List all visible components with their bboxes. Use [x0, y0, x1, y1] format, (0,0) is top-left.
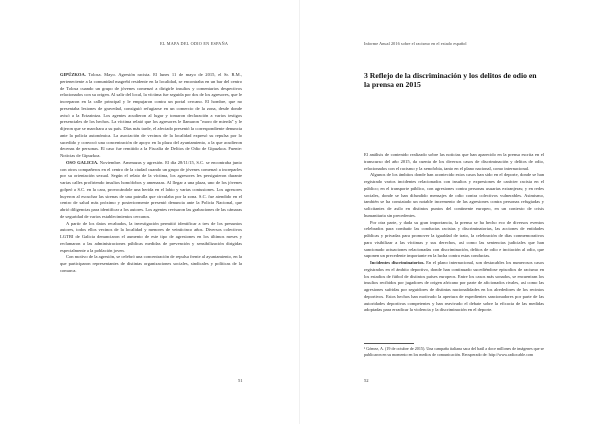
paragraph-text: Con motivo de la agresión, se celebró una concentración de repulsa frente al ayuntamiento, en la que participaron representantes de distintas organizaciones sociales, sindicales y políticas de la comarca.	[60, 254, 242, 273]
footnote: ¹ Gómez, A. (19 de octubre de 2015). Una campaña italiana saca del baúl a doce millones de imágenes que se publicaron en su momento en los medios de comunicación. Recuperado de: http://www.radiocable.com	[364, 346, 544, 357]
paragraph-text: Algunos de los ámbitos donde han acontecido estos casos han sido en el deporte, donde se han registrado varios incidentes relacionados con insultos y expresiones de carácter racista en el público; en el transporte público, con agresiones contra personas usuarias extranjeras; y en redes sociales, donde se han difundido mensajes de odio contra colectivos vulnerables. Asimismo, también se ha constatado un notable incremento de las agresiones contra personas refugiadas y solicitantes de asilo en distintos puntos del continente europeo, en un contexto de crisis humanitaria sin precedentes.	[364, 172, 544, 218]
body-column	[364, 152, 544, 314]
paragraph	[60, 72, 242, 160]
paragraph-text: En el plano internacional, son destacables los numerosos casos registrados en el ámbito deportivo, donde han continuado sucediéndose episodios de racismo en los estadios de fútbol de distintos países europeos. Entre los casos más sonados, se encuentran los insultos recibidos por jugadores de origen africano por parte de aficionados rivales, así como las agresiones sufridas por seguidores de distintas nacionalidades en los alrededores de los recintos deportivos. Estos hechos han motivado la apertura de expedientes sancionadores por parte de las autoridades deportivas competentes y han reavivado el debate sobre la eficacia de las medidas adoptadas para erradicar la violencia y la discriminación en el deporte.	[364, 260, 544, 313]
footnote-rule	[364, 343, 414, 344]
paragraph-text: Por otra parte, y dada su gran importancia, la prensa se ha hecho eco de diversos eventos celebrados para combatir las conductas racistas y discriminatorias, las acciones de entidades públicas y privadas para promover la igualdad de trato, la celebración de días conmemorativos para visibilizar a las víctimas y sus derechos, así como las sentencias judiciales que han sancionado actuaciones relacionadas con discriminación, delitos de odio e incitación al odio, que suponen un precedente importante en la lucha contra estas conductas.	[364, 219, 544, 259]
section-title: 3 Reflejo de la discriminación y los delitos de odio en la prensa en 2015	[364, 71, 537, 90]
paragraph-text: Noviembre. Amenazas y agresión. El día 28/11/15, S.C. se encontraba junto con otros compañeros en el centro de la ciudad cuando un grupo de jóvenes comenzó a increparles por su orientación sexual. Según el relato de la víctima, los agresores les persiguieron durante varias calles profiriendo insultos homófobos y amenazas. Al llegar a una plaza, uno de los jóvenes golpeó a S.C. en la cara, provocándole una herida en el labio y varias contusiones. Los agresores huyeron al escuchar las sirenas de una patrulla que circulaba por la zona. S.C. fue atendido en el centro de salud más próximo y posteriormente presentó denuncia ante la Policía Nacional, que abrió diligencias para identificar a los autores. Los agentes revisaron las grabaciones de las cámaras de seguridad de varios establecimientos cercanos.	[60, 159, 242, 219]
paragraph	[364, 260, 544, 314]
paragraph-lead: GIPÚZKOA.	[60, 72, 86, 77]
paragraph	[364, 220, 544, 261]
paragraph-text: El análisis de contenido realizado sobre las noticias que han aparecido en la prensa escrita en el transcurso del año 2015, da cuenta de los diversos casos de discriminación y delitos de odio, relacionados con el racismo y la xenofobia, tanto en el plano nacional, como internacional.	[364, 152, 544, 171]
paragraph-lead: OSO GALICIA.	[66, 159, 99, 165]
page-number: 51	[238, 378, 243, 383]
paragraph	[364, 152, 544, 172]
paragraph-text: Tolosa. Mayo. Agresión racista. El lunes 11 de mayo de 2015, el Sr. R.M., perteneciente a la comunidad magrebí residente en la localidad, se encontraba en un bar del centro de Tolosa cuando un grupo de jóvenes comenzó a dirigirle insultos y comentarios despectivos relacionados con su origen. Al salir del local, la víctima fue seguida por dos de los agresores, que le increparon en la calle principal y le empujaron contra un portal cercano. El hombre, que no presentaba lesiones de gravedad, consiguió refugiarse en un comercio de la zona, desde donde avisó a la Ertzaintza. Los agentes acudieron al lugar y tomaron declaración a varios testigos presenciales de los hechos. La víctima relató que los agresores le llamaron "moro de mierda" y le dijeron que se marchara a su país. Días más tarde, el afectado presentó la correspondiente denuncia ante la policía autonómica. La asociación de vecinos de la localidad expresó su repulsa por lo sucedido y convocó una concentración de apoyo en la plaza del ayuntamiento, a la que acudieron decenas de personas. El caso fue remitido a la Fiscalía de Delitos de Odio de Gipuzkoa. Fuente: Noticias de Gipuzkoa.	[60, 72, 242, 158]
running-header: Informe Anual 2016 sobre el racismo en el estado español	[364, 41, 467, 46]
paragraph	[60, 221, 242, 255]
paragraph	[364, 172, 544, 219]
running-header: EL MAPA DEL ODIO EN ESPAÑA	[160, 41, 229, 46]
body-column	[60, 72, 242, 275]
paragraph-lead: Incidentes discriminatorios.	[370, 260, 425, 265]
page-number: 52	[364, 378, 369, 383]
paragraph-text: A partir de los datos recabados, la investigación permitió identificar a tres de los presuntos autores, todos ellos vecinos de la localidad y menores de veinticinco años. Diversos colectivos LGTBI de Galicia denunciaron el aumento de este tipo de agresiones en los últimos meses y reclamaron a las administraciones públicas medidas de prevención y sensibilización dirigidas especialmente a la población joven.	[60, 220, 242, 253]
paragraph	[60, 254, 242, 274]
right-page	[300, 0, 600, 424]
paragraph	[60, 160, 242, 221]
